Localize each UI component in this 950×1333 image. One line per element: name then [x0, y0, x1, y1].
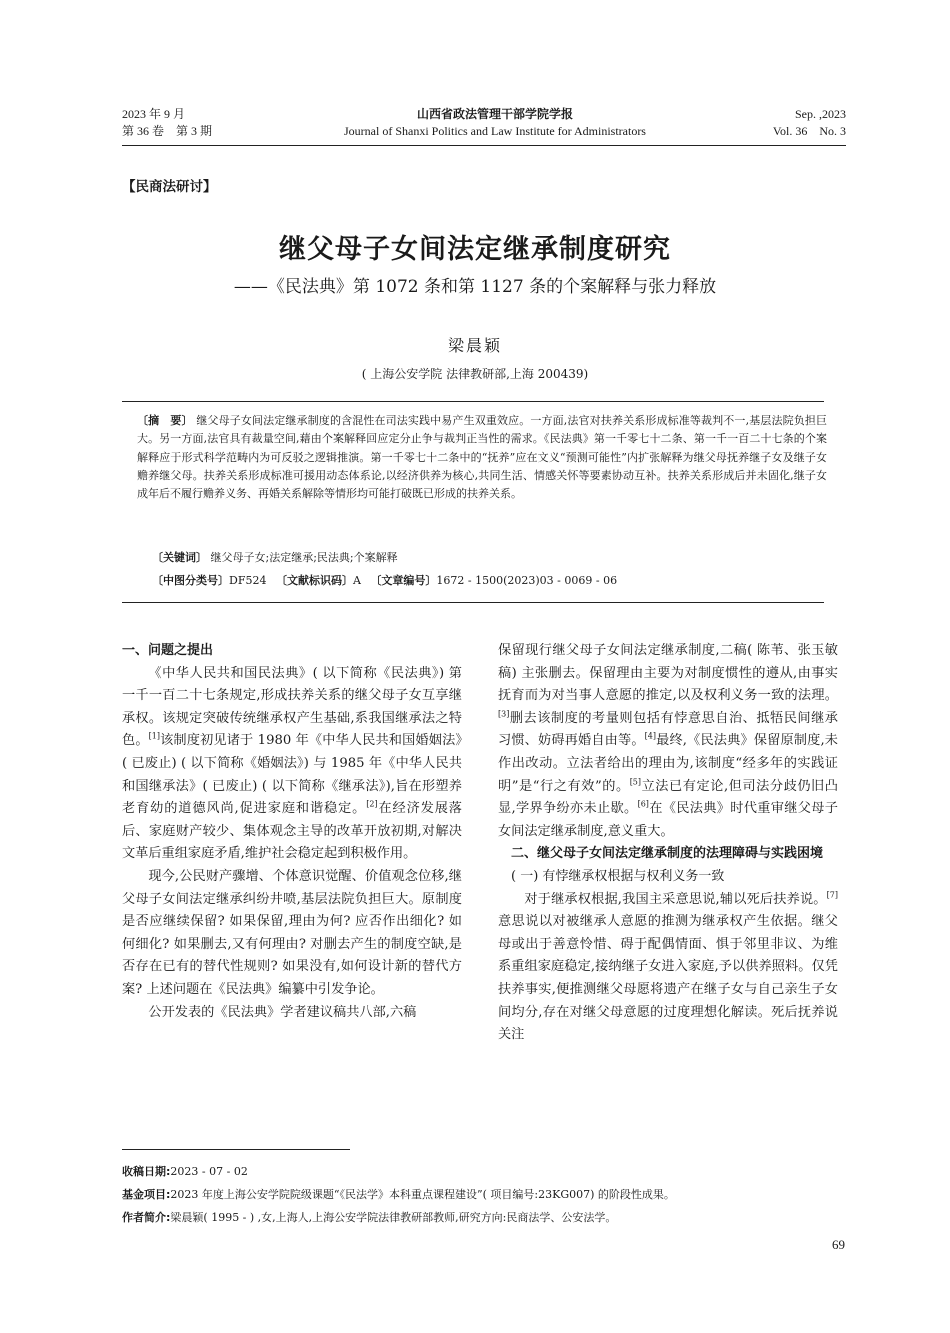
keywords-line [152, 549, 832, 565]
section-heading-1: 一、问题之提出 [122, 643, 214, 658]
doc-code: A [352, 574, 361, 587]
clc-label: 〔中图分类号〕 [152, 574, 229, 587]
paragraph: 现今,公民财产骤增、个体意识觉醒、价值观念位移,继父母子女间法定继承纠纷井喷,基层法院负担巨大。原制度是否应继续保留? 如果保留,理由为何? 应否作出细化? 如何细化? 如果删去,又有何理由? 对删去产生的制度空缺,是否存在已有的替代性规则? 如果没有,如何设计新的替代方案? 上述问题在《民法典》编纂中引发争论。 [122, 868, 462, 997]
doc-code-label: 〔文献标识码〕 [275, 574, 353, 587]
running-header-center [300, 106, 690, 140]
journal-name-cn: 山西省政法管理干部学院学报 [416, 107, 573, 121]
fund-text: 2023 年度上海公安学院院级课题“《民法学》本科重点课程建设”( 项目编号:23KG007) 的阶段性成果。 [170, 1188, 675, 1201]
classification-line [152, 572, 832, 588]
abstract [137, 412, 827, 503]
section-tag: 【民商法研讨】 [122, 179, 217, 195]
clc-code: DF524 [229, 574, 267, 587]
footnote-rule [122, 1149, 350, 1150]
keywords-label: 〔关键词〕 [152, 551, 207, 564]
footnote-received [122, 1163, 842, 1181]
citation-ref: [2] [366, 799, 378, 809]
citation-ref: [1] [148, 731, 160, 741]
fund-label: 基金项目: [122, 1188, 171, 1201]
abstract-text: 继父母子女间法定继承制度的含混性在司法实践中易产生双重效应。一方面,法官对扶养关系形成标准等裁判不一,基层法院负担巨大。另一方面,法官具有裁量空间,藉由个案解释回应定分止争与裁判正当性的需求。《民法典》第一千零七十二条、第一千一百二十七条的个案解释应于形式科学范畴内为可反驳之逻辑推演。第一千零七十二条中的“抚养”应在文义“预测可能性”内扩张解释为继父母抚养继子女及继子女赡养继父母。扶养关系形成标准可援用动态体系论,以经济供养为核心,共同生活、情感关怀等要素协动互补。扶养关系形成后并未固化,继子女成年后不履行赡养义务、再婚关系解除等情形均可能打破既已形成的扶养关系。 [137, 414, 828, 501]
bio-text: 梁晨颖( 1995 - ) ,女,上海人,上海公安学院法律教研部教师,研究方向:民商法学、公安法学。 [170, 1211, 617, 1224]
citation-ref: [7] [826, 890, 838, 900]
paragraph: 对于继承权根据,我国主采意思说,辅以死后扶养说。[7]意思说以对被继承人意愿的推测为继承权产生依据。继父母或出于善意怜惜、碍于配偶情面、惧于邻里非议、为维系重组家庭稳定,接纳继子女进入家庭,予以供养照料。仅凭扶养事实,便推测继父母愿将遗产在继子女与自己亲生子女间均分,存在对继父母意愿的过度理想化解读。死后抚养说关注 [498, 890, 838, 1043]
citation-ref: [6] [637, 799, 649, 809]
body-left-column [122, 640, 462, 1024]
paragraph: 《中华人民共和国民法典》( 以下简称《民法典》) 第一千一百二十七条规定,形成扶养关系的继父母子女互享继承权。该规定突破传统继承权产生基础,系我国继承法之特色。[1]该制度初见诸于 1980 年《中华人民共和国婚姻法》( 已废止) ( 以下简称《婚姻法》) 与 1985 年《中华人民共和国继承法》( 已废止) ( 以下简称《继承法》),旨在形塑养老育幼的道德风尚,促进家庭和谐稳定。[2]在经济发展落后、家庭财产较少、集体观念主导的改革开放初期,对解决文革后重组家庭矛盾,维护社会稳定起到积极作用。 [122, 665, 462, 862]
running-header-left [122, 106, 322, 140]
bio-label: 作者简介: [122, 1211, 171, 1224]
footnote-bio [122, 1209, 842, 1227]
article-no-label: 〔文章编号〕 [370, 574, 437, 587]
header-rule [122, 145, 846, 146]
received-date: 2023 - 07 - 02 [170, 1165, 248, 1178]
citation-ref: [5] [629, 777, 642, 787]
received-label: 收稿日期: [122, 1165, 171, 1178]
abstract-top-rule [122, 401, 824, 402]
author-affiliation: ( 上海公安学院 法律教研部,上海 200439) [361, 367, 589, 381]
header-date: 2023 年 9 月 [122, 107, 186, 121]
footnote-fund [122, 1186, 842, 1204]
abstract-label: 〔摘 要〕 [137, 414, 193, 427]
header-date-en: Sep. ,2023 [795, 107, 846, 121]
header-volume: 第 36 卷 第 3 期 [122, 124, 213, 138]
keywords: 继父母子女;法定继承;民法典;个案解释 [210, 551, 398, 564]
article-no: 1672 - 1500(2023)03 - 0069 - 06 [436, 574, 618, 587]
journal-name-en: Journal of Shanxi Politics and Law Institute for Administrators [344, 124, 646, 138]
citation-ref: [4] [644, 731, 656, 741]
citation-ref: [3] [498, 709, 510, 719]
header-volume-en: Vol. 36 No. 3 [772, 124, 846, 138]
body-right-column [498, 640, 838, 1047]
section-heading-2: 二、继父母子女间法定继承制度的法理障碍与实践困境 [511, 846, 824, 862]
paragraph: 公开发表的《民法典》学者建议稿共八部,六稿 [148, 1004, 417, 1020]
running-header-right [680, 106, 846, 140]
paragraph: 保留现行继父母子女间法定继承制度,二稿( 陈苇、张玉敏稿) 主张删去。保留理由主要为对制度惯性的遵从,由事实抚育而为对当事人意愿的推定,以及权利义务一致的法理。[3]删去该制度的考量则包括有悖意思自治、抵牾民间继承习惯、妨碍再婚自由等。[4]最终,《民法典》保留原制度,未作出改动。立法者给出的理由为,该制度“经多年的实践证明”是“行之有效”的。[5]立法已有定论,但司法分歧仍旧凸显,学界争纷亦未止歇。[6]在《民法典》时代重审继父母子女间法定继承制度,意义重大。 [498, 643, 838, 839]
page-number: 69 [832, 1237, 845, 1252]
subsection-heading: ( 一) 有悖继承权根据与权利义务一致 [511, 868, 725, 884]
abstract-bottom-rule [122, 602, 824, 603]
author-name: 梁晨颖 [447, 336, 502, 355]
article-title: 继父母子女间法定继承制度研究 [279, 234, 671, 265]
article-subtitle: ——《民法典》第 1072 条和第 1127 条的个案解释与张力释放 [233, 277, 717, 297]
